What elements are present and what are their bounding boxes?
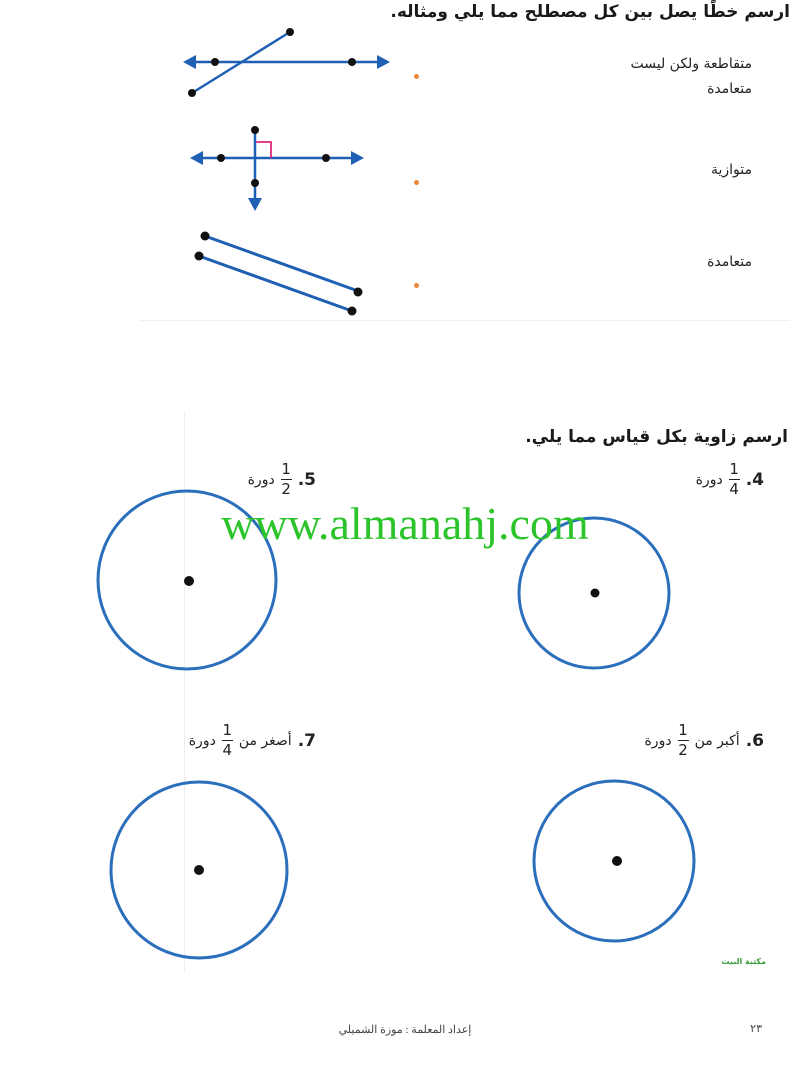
fraction-numerator: 1 xyxy=(281,460,291,478)
term-perpendicular: متعامدة xyxy=(707,254,752,270)
term-intersecting-line1: متقاطعة ولكن ليست xyxy=(630,56,752,72)
item-unit: دورة xyxy=(644,732,672,749)
footer-author: إعداد المعلمة : موزة الشميلي xyxy=(338,1024,472,1036)
fraction-numerator: 1 xyxy=(729,460,739,478)
section1-title: ارسم خطًا يصل بين كل مصطلح مما يلي ومثاله. xyxy=(390,2,790,22)
circle-item-6[interactable] xyxy=(534,781,694,941)
item-unit: دورة xyxy=(247,471,275,488)
perpendicular-lines-example xyxy=(190,126,364,211)
item-number: 7. xyxy=(297,730,316,751)
line-examples-figure xyxy=(0,0,810,330)
center-point xyxy=(184,576,194,586)
section2-title: ارسم زاوية بكل قياس مما يلي. xyxy=(525,427,788,447)
term-intersecting xyxy=(630,52,752,102)
item-unit: دورة xyxy=(188,732,216,749)
item-prefix: أصغر من xyxy=(238,732,292,749)
intersecting-lines-example xyxy=(183,28,390,97)
fraction-denominator: 2 xyxy=(281,480,291,498)
circle-item-7[interactable] xyxy=(111,782,287,958)
item-number: 4. xyxy=(745,469,764,490)
fraction-denominator: 4 xyxy=(729,480,739,498)
center-point xyxy=(194,865,204,875)
term-intersecting-line2: متعامدة xyxy=(707,81,752,97)
match-bullet-3[interactable] xyxy=(414,283,419,288)
fraction-denominator: 2 xyxy=(678,741,688,759)
match-bullet-2[interactable] xyxy=(414,180,419,185)
match-bullet-1[interactable] xyxy=(414,74,419,79)
fraction-numerator: 1 xyxy=(678,721,688,739)
item-number: 5. xyxy=(297,469,316,490)
center-point xyxy=(591,589,600,598)
parallel-segments-example xyxy=(195,232,363,316)
item-unit: دورة xyxy=(695,471,723,488)
center-point xyxy=(612,856,622,866)
term-parallel: متوازية xyxy=(710,162,752,178)
item-prefix: أكبر من xyxy=(694,732,740,749)
watermark: www.almanahj.com xyxy=(221,498,589,549)
fraction-numerator: 1 xyxy=(222,721,233,739)
section-divider xyxy=(140,320,790,321)
fraction-denominator: 4 xyxy=(222,741,233,759)
item-number: 6. xyxy=(745,730,764,751)
page-number: ٢٣ xyxy=(750,1023,762,1035)
publisher-logo: مكتبة البيت xyxy=(721,957,766,966)
